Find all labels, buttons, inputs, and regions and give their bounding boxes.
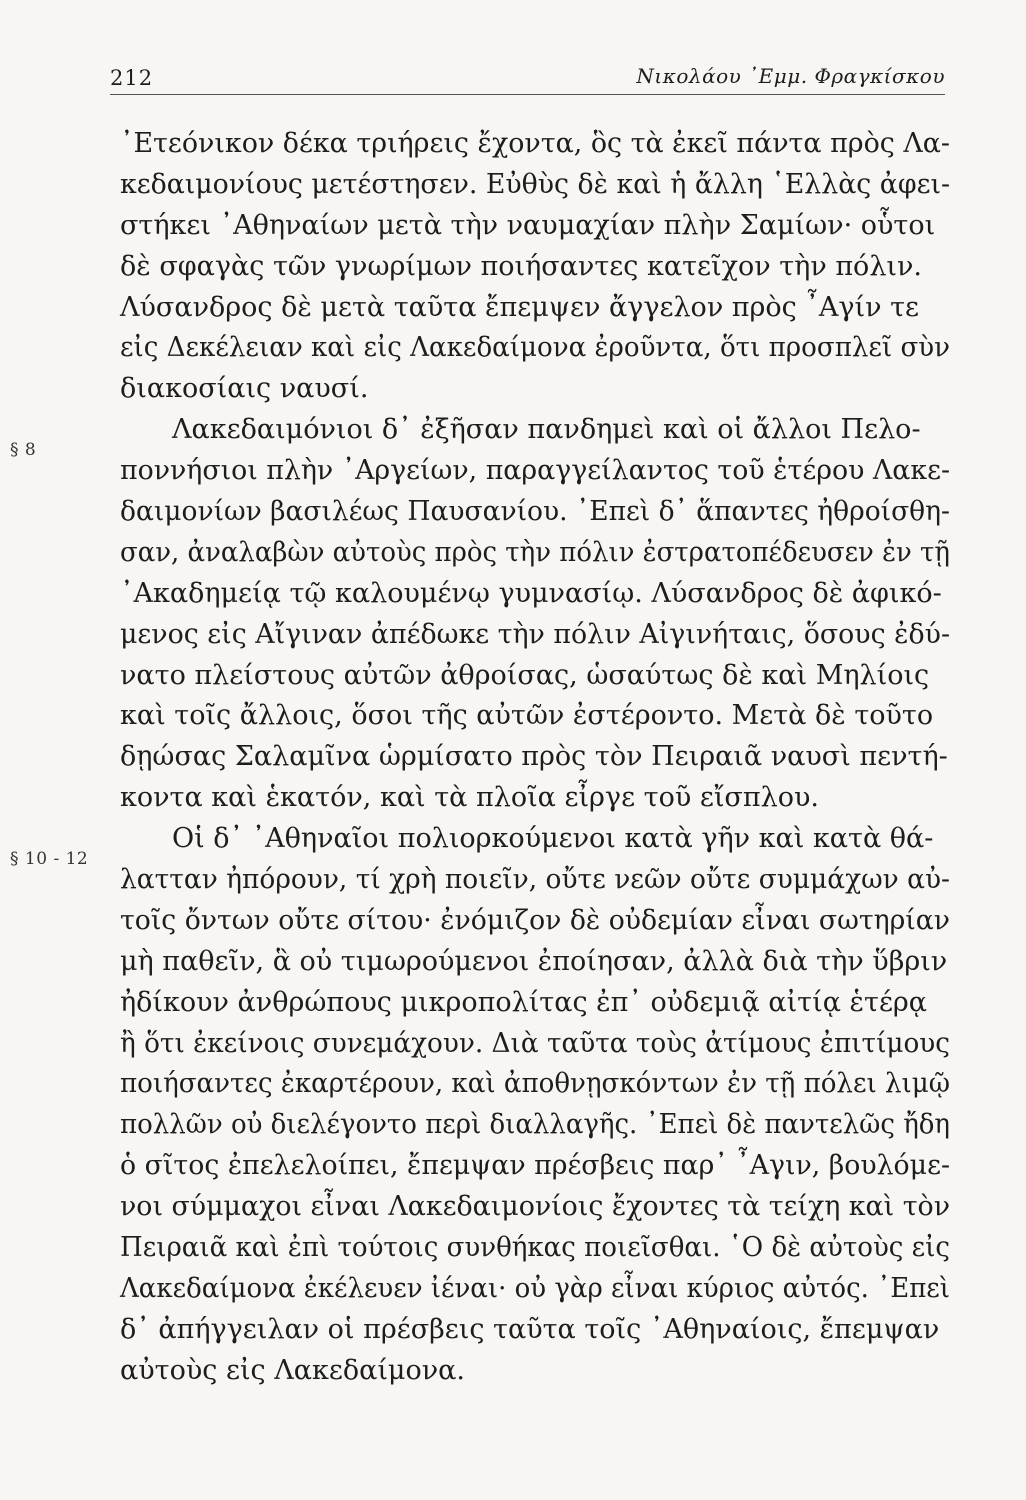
text-line: Πειραιᾶ καὶ ἐπὶ τούτοις συνθήκας ποιεῖσθαι. ῾Ο δὲ αὐτοὺς εἰς [120,1232,950,1264]
text-line: κοντα καὶ ἑκατόν, καὶ τὰ πλοῖα εἶργε τοῦ εἴσπλου. [120,782,819,814]
text-line: ἠδίκουν ἀνθρώπους μικροπολίτας ἐπ᾿ οὐδεμιᾷ αἰτίᾳ ἑτέρᾳ [120,986,928,1018]
text-line: λατταν ἠπόρουν, τί χρὴ ποιεῖν, οὔτε νεῶν οὔτε συμμάχων αὐ- [120,864,950,896]
paragraph-start-line: Λακεδαιμόνιοι δ᾿ ἐξῆσαν πανδημεὶ καὶ οἱ ἄλλοι Πελο- [172,414,921,446]
text-line: πολλῶν οὐ διελέγοντο περὶ διαλλαγῆς. ᾿Επεὶ δὲ παντελῶς ἤδη [120,1109,950,1141]
text-line: δῃώσας Σαλαμῖνα ὡρμίσατο πρὸς τὸν Πειραιᾶ ναυσὶ πεντή- [120,741,948,773]
body-text [120,124,950,1392]
text-line: μενος εἰς Αἴγιναν ἀπέδωκε τὴν πόλιν Αἰγινήταις, ὅσους ἐδύ- [120,618,950,650]
margin-reference: § 8 [10,440,37,460]
text-line: διακοσίαις ναυσί. [120,373,369,405]
page-header [110,52,945,95]
text-line: σαν, ἀναλαβὼν αὐτοὺς πρὸς τὴν πόλιν ἐστρατοπέδευσεν ἐν τῇ [120,536,950,568]
text-line: ᾿Ακαδημείᾳ τῷ καλουμένῳ γυμνασίῳ. Λύσανδρος δὲ ἀφικό- [120,577,942,609]
page-number: 212 [110,66,154,90]
text-line: μὴ παθεῖν, ἃ οὐ τιμωρούμενοι ἐποίησαν, ἀλλὰ διὰ τὴν ὕβριν [120,945,948,977]
text-line: καὶ τοῖς ἄλλοις, ὅσοι τῆς αὐτῶν ἐστέροντο. Μετὰ δὲ τοῦτο [120,700,934,732]
text-line: ποννήσιοι πλὴν ᾿Αργείων, παραγγείλαντος τοῦ ἑτέρου Λακε- [120,455,950,487]
text-line: νοι σύμμαχοι εἶναι Λακεδαιμονίοις ἔχοντες τὰ τείχη καὶ τὸν [120,1191,950,1223]
text-line: δαιμονίων βασιλέως Παυσανίου. ᾿Επεὶ δ᾿ ἅπαντες ἠθροίσθη- [120,496,950,528]
running-head: Νικολάου ᾿Εμμ. Φραγκίσκου [636,64,945,88]
paragraph-start-line: Οἱ δ᾿ ᾿Αθηναῖοι πολιορκούμενοι κατὰ γῆν καὶ κατὰ θά- [172,823,934,855]
text-line: δ᾿ ἀπήγγειλαν οἱ πρέσβεις ταῦτα τοῖς ᾿Αθηναίοις, ἔπεμψαν [120,1313,940,1345]
text-line: τοῖς ὄντων οὔτε σίτου· ἐνόμιζον δὲ οὐδεμίαν εἶναι σωτηρίαν [120,904,950,936]
text-line: Λακεδαίμονα ἐκέλευεν ἰέναι· οὐ γὰρ εἶναι κύριος αὐτός. ᾿Επεὶ [120,1272,950,1304]
text-line: δὲ σφαγὰς τῶν γνωρίμων ποιήσαντες κατεῖχον τὴν πόλιν. [120,250,923,282]
text-line: ποιήσαντες ἐκαρτέρουν, καὶ ἀποθνῃσκόντων ἐν τῇ πόλει λιμῷ [120,1068,950,1100]
text-line: στήκει ᾿Αθηναίων μετὰ τὴν ναυμαχίαν πλὴν Σαμίων· οὗτοι [120,209,936,241]
text-line: εἰς Δεκέλειαν καὶ εἰς Λακεδαίμονα ἐροῦντα, ὅτι προσπλεῖ σὺν [120,332,950,364]
text-line: ἢ ὅτι ἐκείνοις συνεμάχουν. Διὰ ταῦτα τοὺς ἀτίμους ἐπιτίμους [120,1027,950,1059]
text-line: ὁ σῖτος ἐπελελοίπει, ἔπεμψαν πρέσβεις παρ᾿ ῏Αγιν, βουλόμε- [120,1150,950,1182]
text-line: νατο πλείστους αὐτῶν ἀθροίσας, ὡσαύτως δὲ καὶ Μηλίοις [120,659,930,691]
text-line: ᾿Ετεόνικον δέκα τριήρεις ἔχοντα, ὃς τὰ ἐκεῖ πάντα πρὸς Λα- [120,128,950,159]
text-line: Λύσανδρος δὲ μετὰ ταῦτα ἔπεμψεν ἄγγελον πρὸς ῏Αγίν τε [120,291,920,323]
margin-reference: § 10 - 12 [10,849,89,869]
text-line: αὐτοὺς εἰς Λακεδαίμονα. [120,1354,465,1386]
text-line: κεδαιμονίους μετέστησεν. Εὐθὺς δὲ καὶ ἡ ἄλλη ῾Ελλὰς ἀφει- [120,168,950,200]
